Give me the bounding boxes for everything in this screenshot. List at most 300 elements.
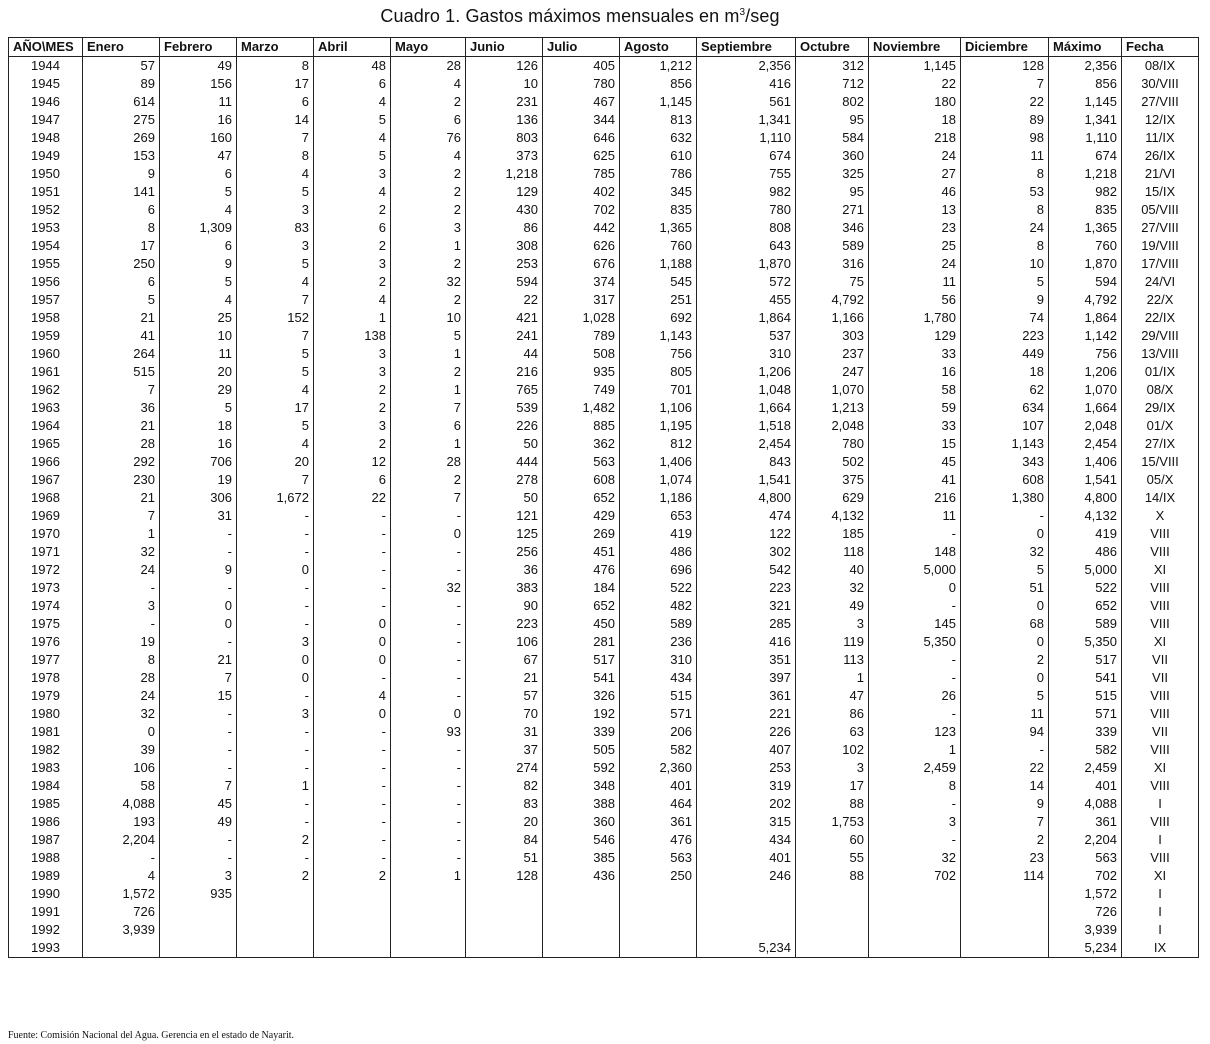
value-cell [620,885,697,903]
value-cell: 25 [160,309,237,327]
value-cell: 15 [160,687,237,705]
value-cell [160,903,237,921]
year-cell: 1946 [9,93,83,111]
value-cell [796,903,869,921]
value-cell: 2,356 [697,57,796,76]
value-cell: - [314,795,391,813]
value-cell: 1,048 [697,381,796,399]
value-cell: - [160,759,237,777]
value-cell: 1,365 [1049,219,1122,237]
value-cell: 1 [391,435,466,453]
date-cell: VII [1122,723,1199,741]
value-cell: 107 [961,417,1049,435]
value-cell: 17 [237,75,314,93]
value-cell: - [160,741,237,759]
table-row [9,201,1199,219]
date-cell: 27/VIII [1122,93,1199,111]
value-cell: 5,234 [1049,939,1122,958]
value-cell: 17 [237,399,314,417]
value-cell: 674 [1049,147,1122,165]
value-cell: 2 [961,831,1049,849]
value-cell: 1,780 [869,309,961,327]
table-row [9,687,1199,705]
date-cell: VIII [1122,615,1199,633]
value-cell: 2,459 [869,759,961,777]
value-cell: 126 [466,57,543,76]
date-cell: 21/VI [1122,165,1199,183]
year-cell: 1960 [9,345,83,363]
value-cell [237,903,314,921]
value-cell: 55 [796,849,869,867]
value-cell: 4,132 [1049,507,1122,525]
table-row [9,471,1199,489]
value-cell: 141 [83,183,160,201]
value-cell: 5 [237,363,314,381]
value-cell [869,903,961,921]
table-row [9,849,1199,867]
value-cell [391,939,466,958]
value-cell: 303 [796,327,869,345]
value-cell: - [237,849,314,867]
value-cell: 702 [543,201,620,219]
year-cell: 1965 [9,435,83,453]
value-cell: 14 [961,777,1049,795]
value-cell: 4 [314,291,391,309]
source-note: Fuente: Comisión Nacional del Agua. Gerencia en el estado de Nayarit. [8,1030,295,1041]
value-cell: 319 [697,777,796,795]
value-cell [543,885,620,903]
value-cell: 58 [83,777,160,795]
value-cell: 760 [620,237,697,255]
value-cell: 5,000 [1049,561,1122,579]
value-cell: - [391,651,466,669]
value-cell: 1 [391,237,466,255]
value-cell: 237 [796,345,869,363]
value-cell: - [391,741,466,759]
year-cell: 1949 [9,147,83,165]
value-cell: 629 [796,489,869,507]
value-cell: - [314,849,391,867]
value-cell: 12 [314,453,391,471]
value-cell: 156 [160,75,237,93]
date-cell: 01/X [1122,417,1199,435]
value-cell: 429 [543,507,620,525]
value-cell: 10 [160,327,237,345]
value-cell: 37 [466,741,543,759]
value-cell: 6 [314,471,391,489]
table-row [9,759,1199,777]
value-cell: - [391,687,466,705]
value-cell: 236 [620,633,697,651]
value-cell: - [961,507,1049,525]
value-cell: 582 [620,741,697,759]
value-cell: 20 [466,813,543,831]
value-cell: 306 [160,489,237,507]
value-cell: 21 [83,309,160,327]
value-cell: 805 [620,363,697,381]
column-header: Noviembre [869,38,961,57]
year-cell: 1963 [9,399,83,417]
value-cell: 402 [543,183,620,201]
value-cell: 351 [697,651,796,669]
value-cell [869,939,961,958]
year-cell: 1958 [9,309,83,327]
value-cell: 634 [961,399,1049,417]
value-cell: 589 [796,237,869,255]
value-cell [543,939,620,958]
value-cell: 31 [466,723,543,741]
value-cell: 517 [1049,651,1122,669]
value-cell: 808 [697,219,796,237]
value-cell: 0 [314,615,391,633]
value-cell [543,921,620,939]
table-row [9,651,1199,669]
value-cell: 7 [83,507,160,525]
value-cell: 106 [83,759,160,777]
value-cell: 138 [314,327,391,345]
value-cell: 51 [466,849,543,867]
table-row [9,777,1199,795]
value-cell: 756 [620,345,697,363]
year-cell: 1984 [9,777,83,795]
value-cell: 5 [237,417,314,435]
value-cell: 652 [543,489,620,507]
date-cell: VIII [1122,705,1199,723]
value-cell: 1,206 [697,363,796,381]
value-cell: 702 [869,867,961,885]
value-cell: 563 [1049,849,1122,867]
value-cell: 1 [391,381,466,399]
value-cell: 256 [466,543,543,561]
table-row [9,237,1199,255]
value-cell: 6 [160,237,237,255]
value-cell: 1 [869,741,961,759]
value-cell: 7 [391,399,466,417]
table-row [9,381,1199,399]
value-cell: 442 [543,219,620,237]
value-cell: 1,864 [1049,309,1122,327]
date-cell: XI [1122,867,1199,885]
value-cell: 26 [869,687,961,705]
value-cell: 21 [160,651,237,669]
value-cell: 434 [620,669,697,687]
value-cell: 4,800 [1049,489,1122,507]
value-cell: 835 [620,201,697,219]
value-cell: 726 [1049,903,1122,921]
value-cell: 339 [1049,723,1122,741]
date-cell: 15/VIII [1122,453,1199,471]
date-cell: VIII [1122,849,1199,867]
value-cell: - [237,795,314,813]
value-cell: 192 [543,705,620,723]
value-cell: 216 [466,363,543,381]
value-cell: 643 [697,237,796,255]
value-cell: 28 [83,669,160,687]
value-cell: 444 [466,453,543,471]
value-cell: 7 [237,471,314,489]
table-row [9,345,1199,363]
value-cell: 24 [961,219,1049,237]
date-cell: 30/VIII [1122,75,1199,93]
value-cell: 545 [620,273,697,291]
value-cell: - [237,579,314,597]
date-cell: VIII [1122,741,1199,759]
value-cell: 24 [83,687,160,705]
value-cell: 32 [391,579,466,597]
value-cell: 3 [314,417,391,435]
value-cell: 32 [83,543,160,561]
value-cell: 58 [869,381,961,399]
year-cell: 1989 [9,867,83,885]
value-cell: 594 [1049,273,1122,291]
value-cell [314,885,391,903]
value-cell: - [391,507,466,525]
value-cell: 84 [466,831,543,849]
value-cell: 563 [620,849,697,867]
date-cell: XI [1122,633,1199,651]
value-cell: 93 [391,723,466,741]
value-cell [620,921,697,939]
value-cell: 18 [160,417,237,435]
value-cell: - [869,597,961,615]
value-cell: 561 [697,93,796,111]
value-cell: 522 [620,579,697,597]
value-cell: 206 [620,723,697,741]
value-cell [543,903,620,921]
value-cell: 653 [620,507,697,525]
column-header: Agosto [620,38,697,57]
value-cell: - [391,813,466,831]
table-row [9,291,1199,309]
value-cell: 935 [543,363,620,381]
value-cell: 674 [697,147,796,165]
value-cell: 2 [237,867,314,885]
year-cell: 1993 [9,939,83,958]
value-cell: 5 [160,273,237,291]
date-cell: 29/VIII [1122,327,1199,345]
value-cell: 3 [237,633,314,651]
date-cell: 19/VIII [1122,237,1199,255]
value-cell: - [237,759,314,777]
value-cell: 129 [869,327,961,345]
value-cell: - [391,543,466,561]
value-cell: 308 [466,237,543,255]
value-cell: - [83,579,160,597]
year-cell: 1964 [9,417,83,435]
value-cell: - [237,525,314,543]
value-cell: 344 [543,111,620,129]
value-cell: 17 [83,237,160,255]
value-cell: 6 [160,165,237,183]
value-cell: 4,792 [796,291,869,309]
value-cell: 2 [314,273,391,291]
value-cell: 41 [83,327,160,345]
column-header: Abril [314,38,391,57]
value-cell: 8 [237,147,314,165]
year-cell: 1947 [9,111,83,129]
value-cell: - [237,687,314,705]
value-cell: - [391,669,466,687]
value-cell: 765 [466,381,543,399]
value-cell: 281 [543,633,620,651]
table-body [9,57,1199,958]
value-cell: 10 [391,309,466,327]
value-cell: 21 [83,417,160,435]
value-cell: 434 [697,831,796,849]
value-cell [466,903,543,921]
value-cell: 455 [697,291,796,309]
value-cell: 4 [391,75,466,93]
value-cell: 1,870 [697,255,796,273]
value-cell: 250 [620,867,697,885]
value-cell: 2,048 [1049,417,1122,435]
table-row [9,939,1199,958]
value-cell: 160 [160,129,237,147]
year-cell: 1983 [9,759,83,777]
value-cell: - [869,705,961,723]
value-cell: 610 [620,147,697,165]
date-cell: 01/IX [1122,363,1199,381]
value-cell [314,939,391,958]
value-cell: - [314,759,391,777]
value-cell: 33 [869,417,961,435]
value-cell [466,921,543,939]
value-cell: 68 [961,615,1049,633]
value-cell: 450 [543,615,620,633]
value-cell: 47 [160,147,237,165]
table-row [9,309,1199,327]
value-cell: 1,753 [796,813,869,831]
value-cell: 75 [796,273,869,291]
value-cell: 59 [869,399,961,417]
value-cell: 125 [466,525,543,543]
table-row [9,453,1199,471]
value-cell: 0 [961,669,1049,687]
value-cell: 405 [543,57,620,76]
value-cell: - [237,723,314,741]
value-cell: 2,204 [83,831,160,849]
value-cell: 118 [796,543,869,561]
value-cell: 632 [620,129,697,147]
value-cell: 0 [314,633,391,651]
value-cell: 136 [466,111,543,129]
value-cell: 4 [160,291,237,309]
table-row [9,561,1199,579]
table-row [9,327,1199,345]
value-cell: 17 [796,777,869,795]
value-cell: 90 [466,597,543,615]
value-cell: 226 [697,723,796,741]
date-cell: VIII [1122,777,1199,795]
value-cell: 1,864 [697,309,796,327]
value-cell: 1,664 [1049,399,1122,417]
value-cell: 1,218 [1049,165,1122,183]
value-cell: 3 [314,255,391,273]
table-row [9,75,1199,93]
value-cell: 106 [466,633,543,651]
value-cell: 74 [961,309,1049,327]
value-cell: 321 [697,597,796,615]
value-cell: 22 [961,93,1049,111]
value-cell: 6 [314,219,391,237]
value-cell: 317 [543,291,620,309]
year-cell: 1944 [9,57,83,76]
value-cell: 11 [961,705,1049,723]
value-cell: 2 [314,381,391,399]
value-cell: 5 [83,291,160,309]
value-cell: 2,360 [620,759,697,777]
value-cell: 3 [314,165,391,183]
value-cell: 0 [961,633,1049,651]
year-cell: 1969 [9,507,83,525]
value-cell: 88 [796,795,869,813]
value-cell: 231 [466,93,543,111]
value-cell: - [314,597,391,615]
value-cell: 250 [83,255,160,273]
value-cell: 843 [697,453,796,471]
value-cell: - [160,543,237,561]
value-cell: 251 [620,291,697,309]
value-cell [961,939,1049,958]
date-cell: VII [1122,651,1199,669]
value-cell: - [391,561,466,579]
value-cell: 614 [83,93,160,111]
date-cell: 11/IX [1122,129,1199,147]
value-cell: 11 [160,345,237,363]
value-cell: 47 [796,687,869,705]
value-cell: 2 [391,93,466,111]
value-cell: 3 [796,759,869,777]
value-cell: 464 [620,795,697,813]
value-cell: 935 [160,885,237,903]
year-cell: 1992 [9,921,83,939]
value-cell: 982 [697,183,796,201]
value-cell: 22 [869,75,961,93]
value-cell: 760 [1049,237,1122,255]
year-cell: 1979 [9,687,83,705]
value-cell: 626 [543,237,620,255]
value-cell: 193 [83,813,160,831]
value-cell: 184 [543,579,620,597]
value-cell: 582 [1049,741,1122,759]
value-cell: 1,188 [620,255,697,273]
value-cell: 1,212 [620,57,697,76]
value-cell: 269 [83,129,160,147]
value-cell: 8 [83,219,160,237]
date-cell: XI [1122,759,1199,777]
value-cell [466,939,543,958]
value-cell: 8 [237,57,314,76]
value-cell: 11 [961,147,1049,165]
date-cell: 13/VIII [1122,345,1199,363]
value-cell: 702 [1049,867,1122,885]
table-row [9,525,1199,543]
value-cell: - [314,561,391,579]
value-cell: - [160,633,237,651]
date-cell: X [1122,507,1199,525]
value-cell: 316 [796,255,869,273]
value-cell: 397 [697,669,796,687]
value-cell: 56 [869,291,961,309]
value-cell: - [237,597,314,615]
value-cell: - [314,507,391,525]
value-cell: 2 [314,435,391,453]
date-cell: IX [1122,939,1199,958]
title-text: Cuadro 1. Gastos máximos mensuales en m [380,6,740,26]
value-cell: 4 [237,273,314,291]
table-row [9,705,1199,723]
monthly-max-flow-table [8,37,1199,958]
